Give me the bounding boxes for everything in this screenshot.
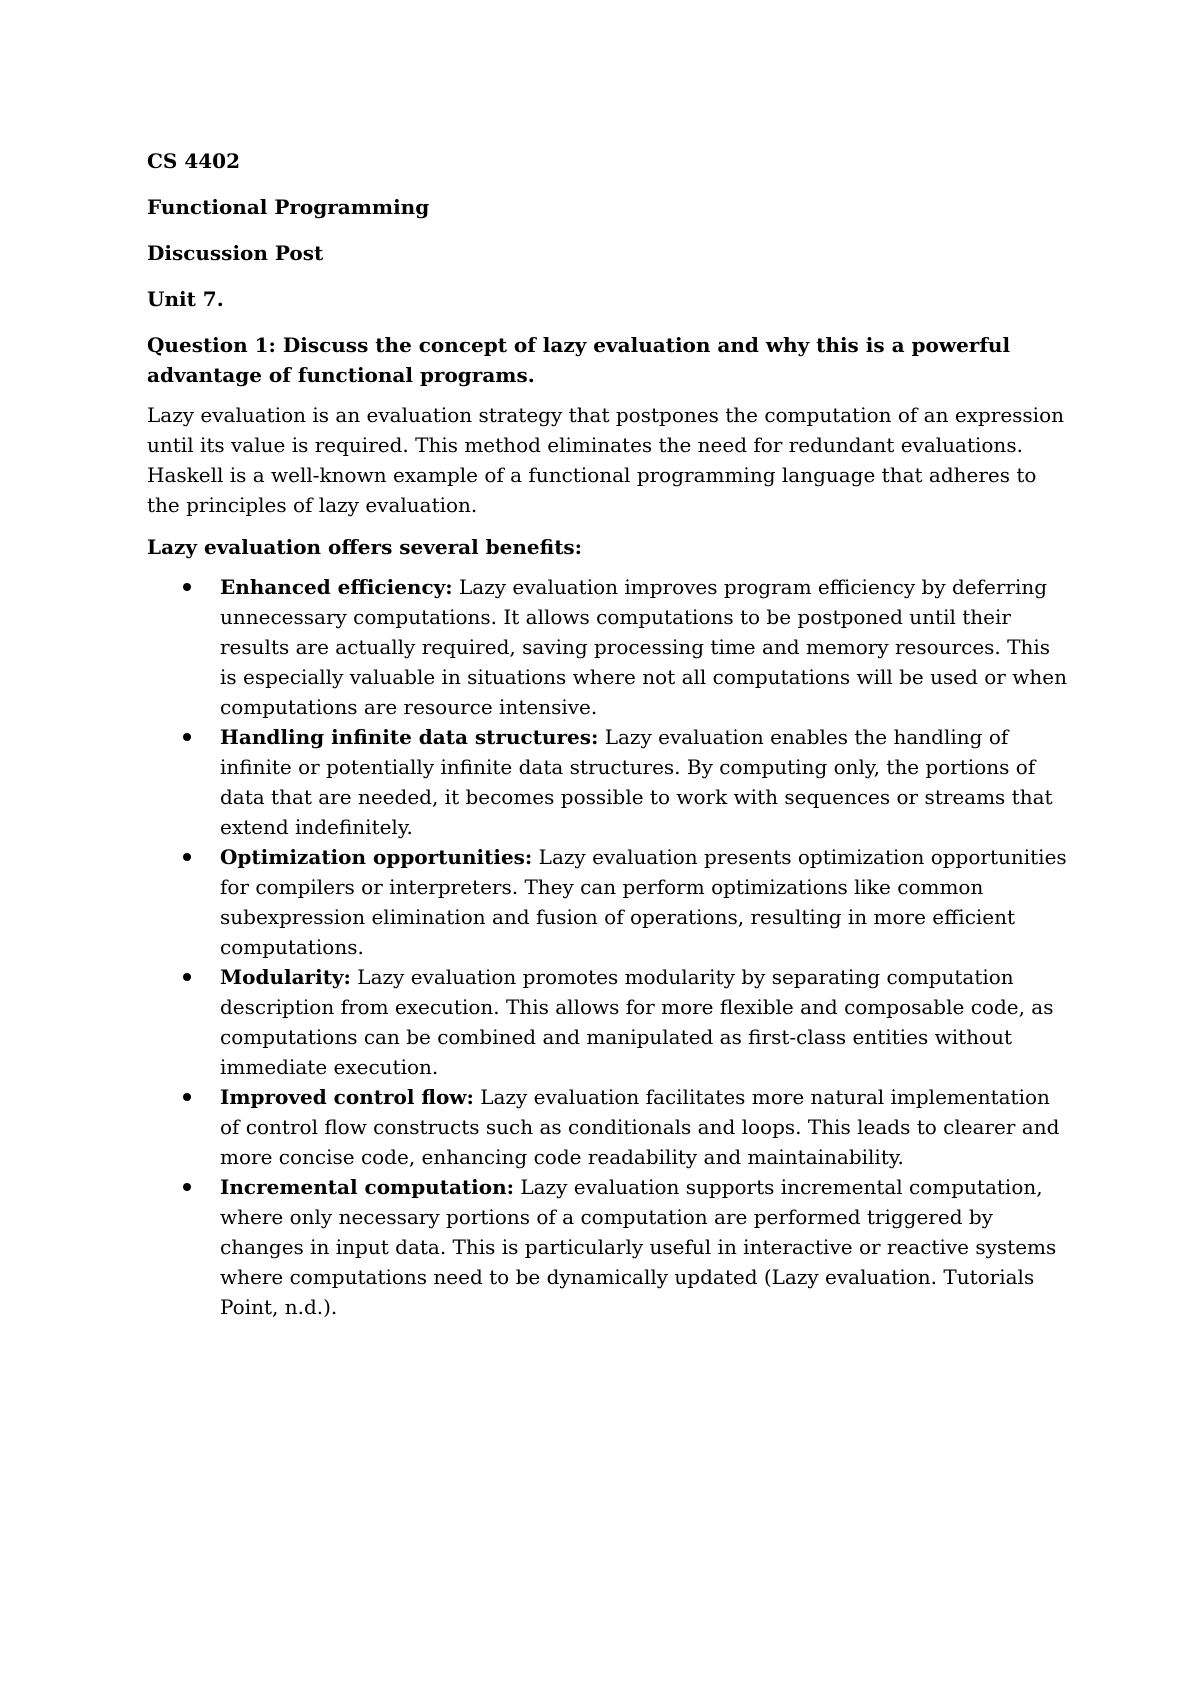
benefit-term: Modularity: [220,965,351,989]
bullet-icon [183,1093,191,1101]
document-content [147,146,1072,1322]
post-type: Discussion Post [147,241,324,265]
benefit-term: Optimization opportunities: [220,845,533,869]
benefits-list [147,572,1072,1322]
benefit-text: Lazy evaluation supports incremental computation, where only necessary portions of a computation are performed triggered by changes in input data. This is particularly useful in interactive or reactive systems where computations need to be dynamically updated (Lazy evaluation. Tutorials Point, n.d.). [220,1175,1057,1319]
benefit-text: Lazy evaluation presents optimization opportunities for compilers or interpreters. They can perform optimizations like common subexpression elimination and fusion of operations, resulting in more efficient computations. [220,845,1067,959]
benefit-text: Lazy evaluation improves program efficiency by deferring unnecessary computations. It allows computations to be postponed until their results are actually required, saving processing time and memory resources. This is especially valuable in situations where not all computations will be used or when computations are resource intensive. [220,575,1067,719]
unit-label: Unit 7. [147,287,224,311]
bullet-icon [183,973,191,981]
bullet-icon [183,853,191,861]
course-name: Functional Programming [147,195,430,219]
benefit-text: Lazy evaluation promotes modularity by separating computation description from execution. This allows for more flexible and composable code, as computations can be combined and manipulated as first-class entities without immediate execution. [220,965,1054,1079]
list-item [147,962,1072,1082]
bullet-icon [183,1183,191,1191]
course-code: CS 4402 [147,149,240,173]
list-item [147,722,1072,842]
bullet-icon [183,583,191,591]
benefit-term: Handling infinite data structures: [220,725,599,749]
benefit-term: Enhanced efficiency: [220,575,453,599]
benefit-text: Lazy evaluation facilitates more natural implementation of control flow constructs such as conditionals and loops. This leads to clearer and more concise code, enhancing code readability and maintainability. [220,1085,1060,1169]
question-heading: Question 1: Discuss the concept of lazy evaluation and why this is a powerful advantage of functional programs. [147,333,1011,387]
list-item [147,1172,1072,1322]
benefit-text: Lazy evaluation enables the handling of infinite or potentially infinite data structures. By computing only, the portions of data that are needed, it becomes possible to work with sequences or streams that extend indefinitely. [220,725,1053,839]
benefits-heading: Lazy evaluation offers several benefits: [147,535,583,559]
benefit-term: Incremental computation: [220,1175,515,1199]
list-item [147,572,1072,722]
benefit-term: Improved control flow: [220,1085,474,1109]
list-item [147,1082,1072,1172]
bullet-icon [183,733,191,741]
intro-paragraph: Lazy evaluation is an evaluation strategy that postpones the computation of an expression until its value is required. This method eliminates the need for redundant evaluations. Haskell is a well-known example of a functional programming language that adheres to the principles of lazy evaluation. [147,403,1065,517]
list-item [147,842,1072,962]
